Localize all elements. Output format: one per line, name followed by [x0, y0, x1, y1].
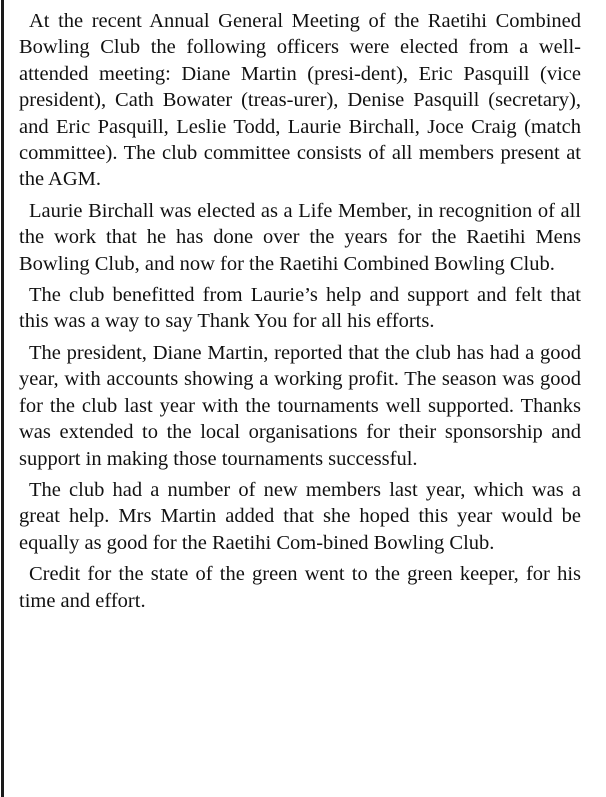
paragraph-green-keeper: Credit for the state of the green went to the green keeper, for his time and effort. [19, 563, 581, 612]
paragraph-president-report: The president, Diane Martin, reported that the club has had a good year, with accounts showing a working profit. The season was good for the club last year with the tournaments well supported. Thanks was extended to the local organisations for their sponsorship and support in making those tournaments successful. [19, 341, 581, 470]
paragraph-thank-you: The club benefitted from Laurie’s help and support and felt that this was a way to say Thank You for all his efforts. [19, 284, 581, 333]
paragraph-agm-officers: At the recent Annual General Meeting of the Raetihi Combined Bowling Club the following officers were elected from a well-attended meeting: Diane Martin (presi-dent), Eric Pasquill (vice president), Cath Bowater (treas-urer), Denise Pasquill (secretary), and Eric Pasquill, Leslie Todd, Laurie Birchall, Joce Craig (match committee). The club committee consists of all members present at the AGM. [19, 10, 581, 191]
column-rule [1, 0, 4, 797]
paragraph-life-member: Laurie Birchall was elected as a Life Member, in recognition of all the work that he has done over the years for the Raetihi Mens Bowling Club, and now for the Raetihi Combined Bowling Club. [19, 199, 581, 275]
paragraph-new-members: The club had a number of new members last year, which was a great help. Mrs Martin added that she hoped this year would be equally as good for the Raetihi Com-bined Bowling Club. [19, 478, 581, 554]
article-body [19, 8, 581, 619]
